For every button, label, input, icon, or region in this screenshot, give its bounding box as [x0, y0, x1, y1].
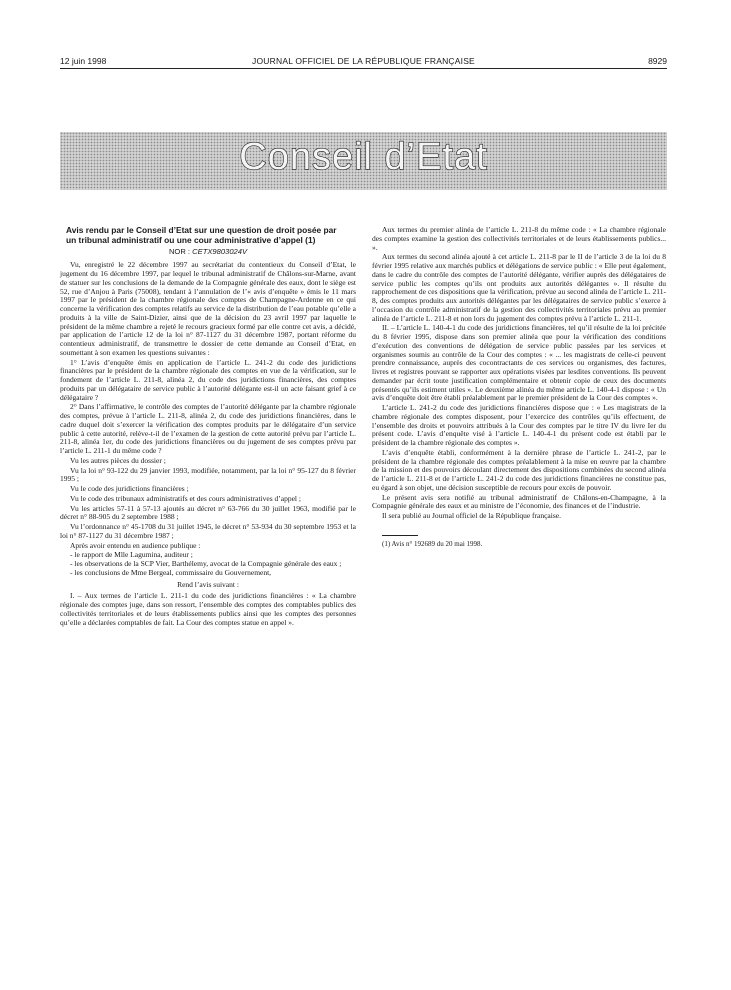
vu-line: Vu les autres pièces du dossier ;	[70, 455, 166, 465]
paragraph: Vu, enregistré le 22 décembre 1997 au secrétariat du contentieux du Conseil d’Etat, le jugement du 16 décembre 1997, par lequel le tribunal administratif de Châlons-sur-Marne, avant de statuer sur les conclusions de la demande de la Compagnie générale des eaux, dont le siège est 52, rue d’Anjou à Paris (75008), tendant à l’annulation de l’« avis d’enquête » émis le 11 mars 1997 par le président de la chambre régionale des comptes de Champagne-Ardenne en ce qui concerne la vérification des comptes relatifs au service de la distribution de l’eau potable qu’elle a produits à la ville de Saint-Dizier, ainsi que de la décision du 23 avril 1997 par laquelle le président de la même chambre a rejeté le recours gracieux formé par elle contre cet avis, a décidé, par application de l’article 12 de la loi n° 87-1127 du 31 décembre 1987, portant réforme du contentieux administratif, de transmettre le dossier de cette demande au Conseil d’Etat, en soumettant à son examen les questions suivantes :	[60, 260, 356, 357]
paragraph: L’avis d’enquête établi, conformément à la dernière phrase de l’article L. 241-2, par le président de la chambre régionale des comptes préalablement à la mise en œuvre par la chambre de la mission et des pouvoirs découlant directement des dispositions combinées du second alinéa de l’article L. 211-8 et de l’article L. 241-2 du code des juridictions financières ne constitue pas, eu égard à son objet, une décision susceptible de recours pour excès de pouvoir.	[372, 447, 666, 492]
avis-title: Avis rendu par le Conseil d’Etat sur une question de droit posée par un tribunal administratif ou une cour administrative d’appel (1)	[66, 225, 337, 245]
vu-line: Après avoir entendu en audience publique :	[70, 540, 201, 550]
header-date: 12 juin 1998	[60, 56, 107, 66]
vu-line: Vu l’ordonnance n° 45-1708 du 31 juillet 1945, le décret n° 53-934 du 30 septembre 1953 et la loi n° 87-1127 du 31 décembre 1987 ;	[60, 522, 356, 540]
rend-avis-label: Rend l’avis suivant :	[177, 579, 239, 589]
paragraph: L’article L. 241-2 du code des juridictions financières dispose que : « Les magistrats de la chambre régionale des comptes disposent, pour l’exercice des contrôles qu’ils effectuent, de l’ensemble des droits et pouvoirs attribués à la Cour des comptes par le titre IV du livre Ier du présent code. L’avis d’enquête visé à l’article L. 140-4-1 du présent code est établi par le président de la chambre régionale des comptes ».	[372, 403, 666, 447]
nor-label: NOR :	[168, 246, 191, 256]
section-banner	[60, 132, 667, 190]
paragraph: Le présent avis sera notifié au tribunal administratif de Châlons-en-Champagne, à la Compagnie générale des eaux et au ministre de l’économie, des finances et de l’industrie.	[372, 492, 666, 511]
paragraph: 1° L’avis d’enquête émis en application de l’article L. 241-2 du code des juridictions financières par le président de la chambre régionale des comptes en vue de la vérification, sur le fondement de l’article L. 211-8, alinéa 2, du code des juridictions financières, des comptes produits par un délégataire de service public à l’autorité délégante est-il un acte faisant grief à ce délégataire ?	[60, 357, 356, 402]
nor-line	[60, 248, 356, 257]
page-number: 8929	[648, 56, 667, 66]
footnote-rule	[382, 535, 418, 536]
journal-title: JOURNAL OFFICIEL DE LA RÉPUBLIQUE FRANÇAISE	[252, 56, 475, 66]
nor-value: CETX9803024V	[192, 246, 248, 256]
banner-title: Conseil d’Etat	[239, 136, 488, 178]
header-rule	[60, 68, 667, 69]
heard-list	[60, 551, 356, 577]
paragraph: I. – Aux termes de l’article L. 211-1 du code des juridictions financières : « La chambre régionale des comptes juge, dans son ressort, l’ensemble des comptes des comptables publics des collectivités territoriales et de leurs établissements publics ainsi que les comptes des personnes qu’elle a déclarées comptables de fait. La Cour des comptes statue en appel ».	[60, 591, 356, 627]
paragraph: 2° Dans l’affirmative, le contrôle des comptes de l’autorité délégante par la chambre régionale des comptes, prévue à l’article L. 211-8, alinéa 2, du code des juridictions financières, dans le cadre duquel doit s’exercer la vérification des comptes produits par le délégataire d’un service public à cette autorité, relève-t-il de l’examen de la gestion de cette autorité prévu par l’article L. 211-8, alinéa 1er, du code des juridictions financières ou du jugement de ses comptes prévu par l’article L. 211-1 du même code ?	[60, 402, 356, 456]
vu-line: Vu la loi n° 93-122 du 29 janvier 1993, modifiée, notamment, par la loi n° 95-127 du 8 février 1995 ;	[60, 465, 356, 484]
vu-line: Vu le code des juridictions financières ;	[70, 484, 189, 494]
footnote: (1) Avis n° 192689 du 20 mai 1998.	[382, 539, 483, 548]
paragraph: Aux termes du premier alinéa de l’article L. 211-8 du même code : « La chambre régionale des comptes examine la gestion des collectivités territoriales et de leurs établissements publics... ».	[372, 225, 666, 252]
list-item: - les conclusions de Mme Bergeal, commissaire du Gouvernement,	[70, 567, 272, 577]
page-header	[60, 56, 667, 68]
vu-line: Vu le code des tribunaux administratifs et des cours administratives d’appel ;	[70, 493, 301, 503]
vu-line: Vu les articles 57-11 à 57-13 ajoutés au décret n° 63-766 du 30 juillet 1963, modifié par le décret n° 88-905 du 2 septembre 1988 ;	[60, 503, 356, 522]
paragraph: Aux termes du second alinéa ajouté à cet article L. 211-8 par le II de l’article 3 de la loi du 8 février 1995 relative aux marchés publics et délégations de service public : « Elle peut également, dans le cadre du contrôle des comptes de l’autorité délégante, vérifier auprès des délégataires de service public les comptes qu’ils ont produits aux autorités délégantes ». Il résulte du rapprochement de ces dispositions que la vérification, prévue au second alinéa de l’article L. 211-8, des comptes produits aux autorités délégantes par les délégataires de service public s’exerce à l’occasion du contrôle administratif de la gestion des collectivités territoriales prévu au premier alinéa de l’article L. 211-8 et non lors du jugement des comptes prévu à l’article L. 211-1.	[372, 252, 666, 323]
list-item: - le rapport de Mlle Lagumina, auditeur ;	[70, 550, 193, 560]
left-column	[60, 226, 356, 628]
right-column	[372, 226, 666, 549]
list-item: - les observations de la SCP Vier, Barthélemy, avocat de la Compagnie générale des eaux ;	[70, 559, 342, 569]
paragraph: Il sera publié au Journal officiel de la République française.	[382, 511, 561, 520]
paragraph: II. – L’article L. 140-4-1 du code des juridictions financières, tel qu’il résulte de la loi précitée du 8 février 1995, dispose dans son premier alinéa que pour la vérification des conditions d’exécution des conventions de délégation de service public passées par les services et organismes soumis au contrôle de la Cour des comptes : « ... les magistrats de celle-ci peuvent prendre connaissance, auprès des cocontractants de ces services ou organismes, des factures, livres et registres pouvant se rapporter aux opérations visées par lesdites conventions. Ils peuvent demander par écrit toute justification complémentaire et obtenir copie de ceux des documents présentés qu’ils estiment utiles ». Le deuxième alinéa du même article L. 140-4-1 dispose : « Un avis d’enquête doit être établi préalablement par le premier président de la Cour des comptes ».	[372, 323, 666, 403]
